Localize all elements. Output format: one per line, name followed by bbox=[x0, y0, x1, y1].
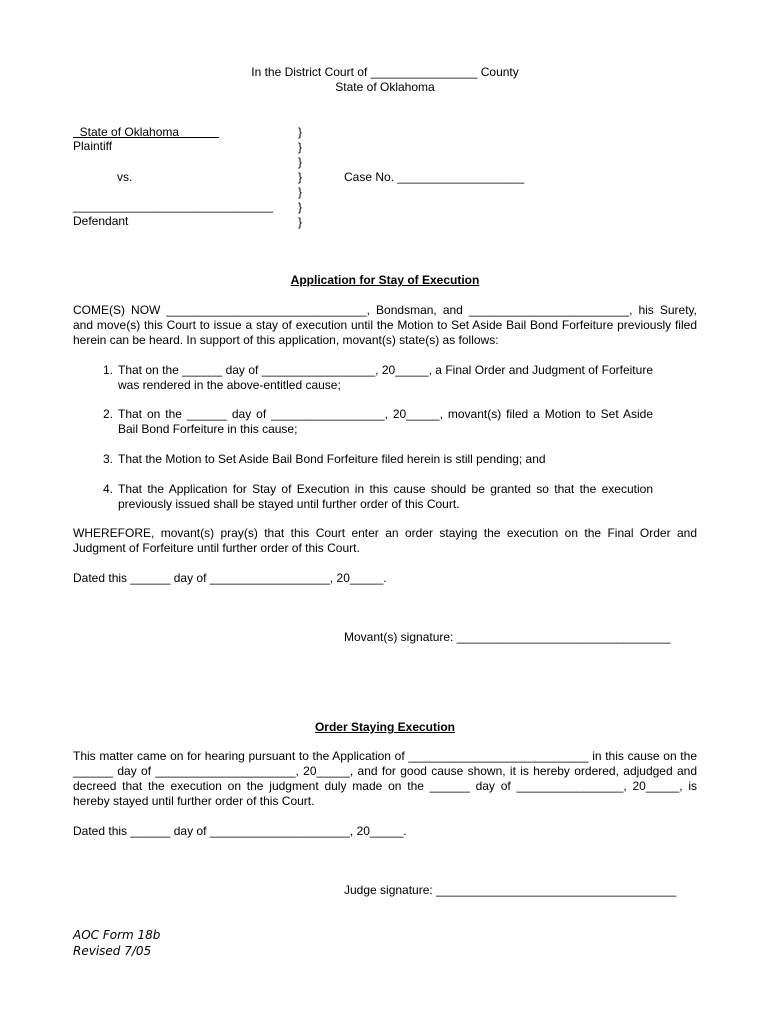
caption-bracket: } bbox=[298, 185, 303, 199]
form-number: AOC Form 18b bbox=[73, 928, 161, 942]
application-title: Application for Stay of Execution bbox=[290, 273, 480, 287]
revision-date: Revised 7/05 bbox=[73, 944, 152, 958]
caption-bracket: } bbox=[298, 215, 303, 229]
list-item-number: 2. bbox=[103, 407, 114, 421]
caption-bracket: } bbox=[298, 170, 303, 184]
list-item-number: 4. bbox=[103, 482, 114, 496]
list-item-text: That on the ______ day of _________________, 20_____, a Final Order and Judgment of Forfeiture was rendered in the above-entitled cause; bbox=[118, 363, 653, 392]
list-item bbox=[103, 363, 653, 393]
list-item-number: 1. bbox=[103, 363, 114, 377]
plaintiff-name: State of Oklahoma bbox=[73, 125, 220, 139]
defendant-label: Defendant bbox=[73, 214, 129, 228]
list-item-text: That on the ______ day of _________________, 20_____, movant(s) filed a Motion to Set Aside Bail Bond Forfeiture in this cause; bbox=[118, 407, 653, 436]
list-item-text: That the Motion to Set Aside Bail Bond Forfeiture filed herein is still pending; and bbox=[118, 452, 546, 466]
caption-bracket: } bbox=[298, 125, 303, 139]
application-dated-line: Dated this ______ day of __________________, 20_____. bbox=[73, 571, 387, 585]
movant-signature-line: Movant(s) signature: ________________________________ bbox=[344, 630, 671, 644]
list-item-text: That the Application for Stay of Execution in this cause should be granted so that the execution previously issued shall be stayed until further order of this Court. bbox=[118, 482, 653, 511]
order-dated-line: Dated this ______ day of _____________________, 20_____. bbox=[73, 824, 407, 838]
state-line: State of Oklahoma bbox=[335, 80, 435, 94]
wherefore-paragraph: WHEREFORE, movant(s) pray(s) that this Court enter an order staying the execution on the Final Order and Judgment of Forfeiture until further order of this Court. bbox=[73, 526, 697, 555]
list-item-number: 3. bbox=[103, 452, 114, 466]
list-item bbox=[103, 482, 653, 512]
caption-bracket: } bbox=[298, 200, 303, 214]
order-body: This matter came on for hearing pursuant to the Application of ___________________________ in this cause on the ______ day of _____________________, 20_____, and for good cause shown, it is hereby ordered, adjudged and decreed that the execution on the judgment duly made on the ______ day of ________________, 20_____, is hereby stayed until further order of this Court. bbox=[73, 749, 697, 808]
order-title: Order Staying Execution bbox=[314, 720, 456, 734]
application-intro: COME(S) NOW ______________________________, Bondsman, and ________________________, his Surety, and move(s) this Court to issue a stay of execution until the Motion to Set Aside Bail Bond Forfeiture previously filed herein can be heard. In support of this application, movant(s) state(s) as follows: bbox=[73, 303, 697, 347]
list-item bbox=[103, 452, 653, 467]
plaintiff-label: Plaintiff bbox=[73, 139, 113, 153]
versus-label: vs. bbox=[117, 170, 133, 184]
caption-bracket: } bbox=[298, 155, 303, 169]
judge-signature-line: Judge signature: ____________________________________ bbox=[344, 883, 677, 897]
defendant-blank-line: ______________________________ bbox=[73, 199, 274, 213]
list-item bbox=[103, 407, 653, 437]
court-name-line: In the District Court of ________________ County bbox=[251, 65, 519, 79]
case-number-field: Case No. ___________________ bbox=[344, 170, 525, 184]
caption-bracket: } bbox=[298, 140, 303, 154]
